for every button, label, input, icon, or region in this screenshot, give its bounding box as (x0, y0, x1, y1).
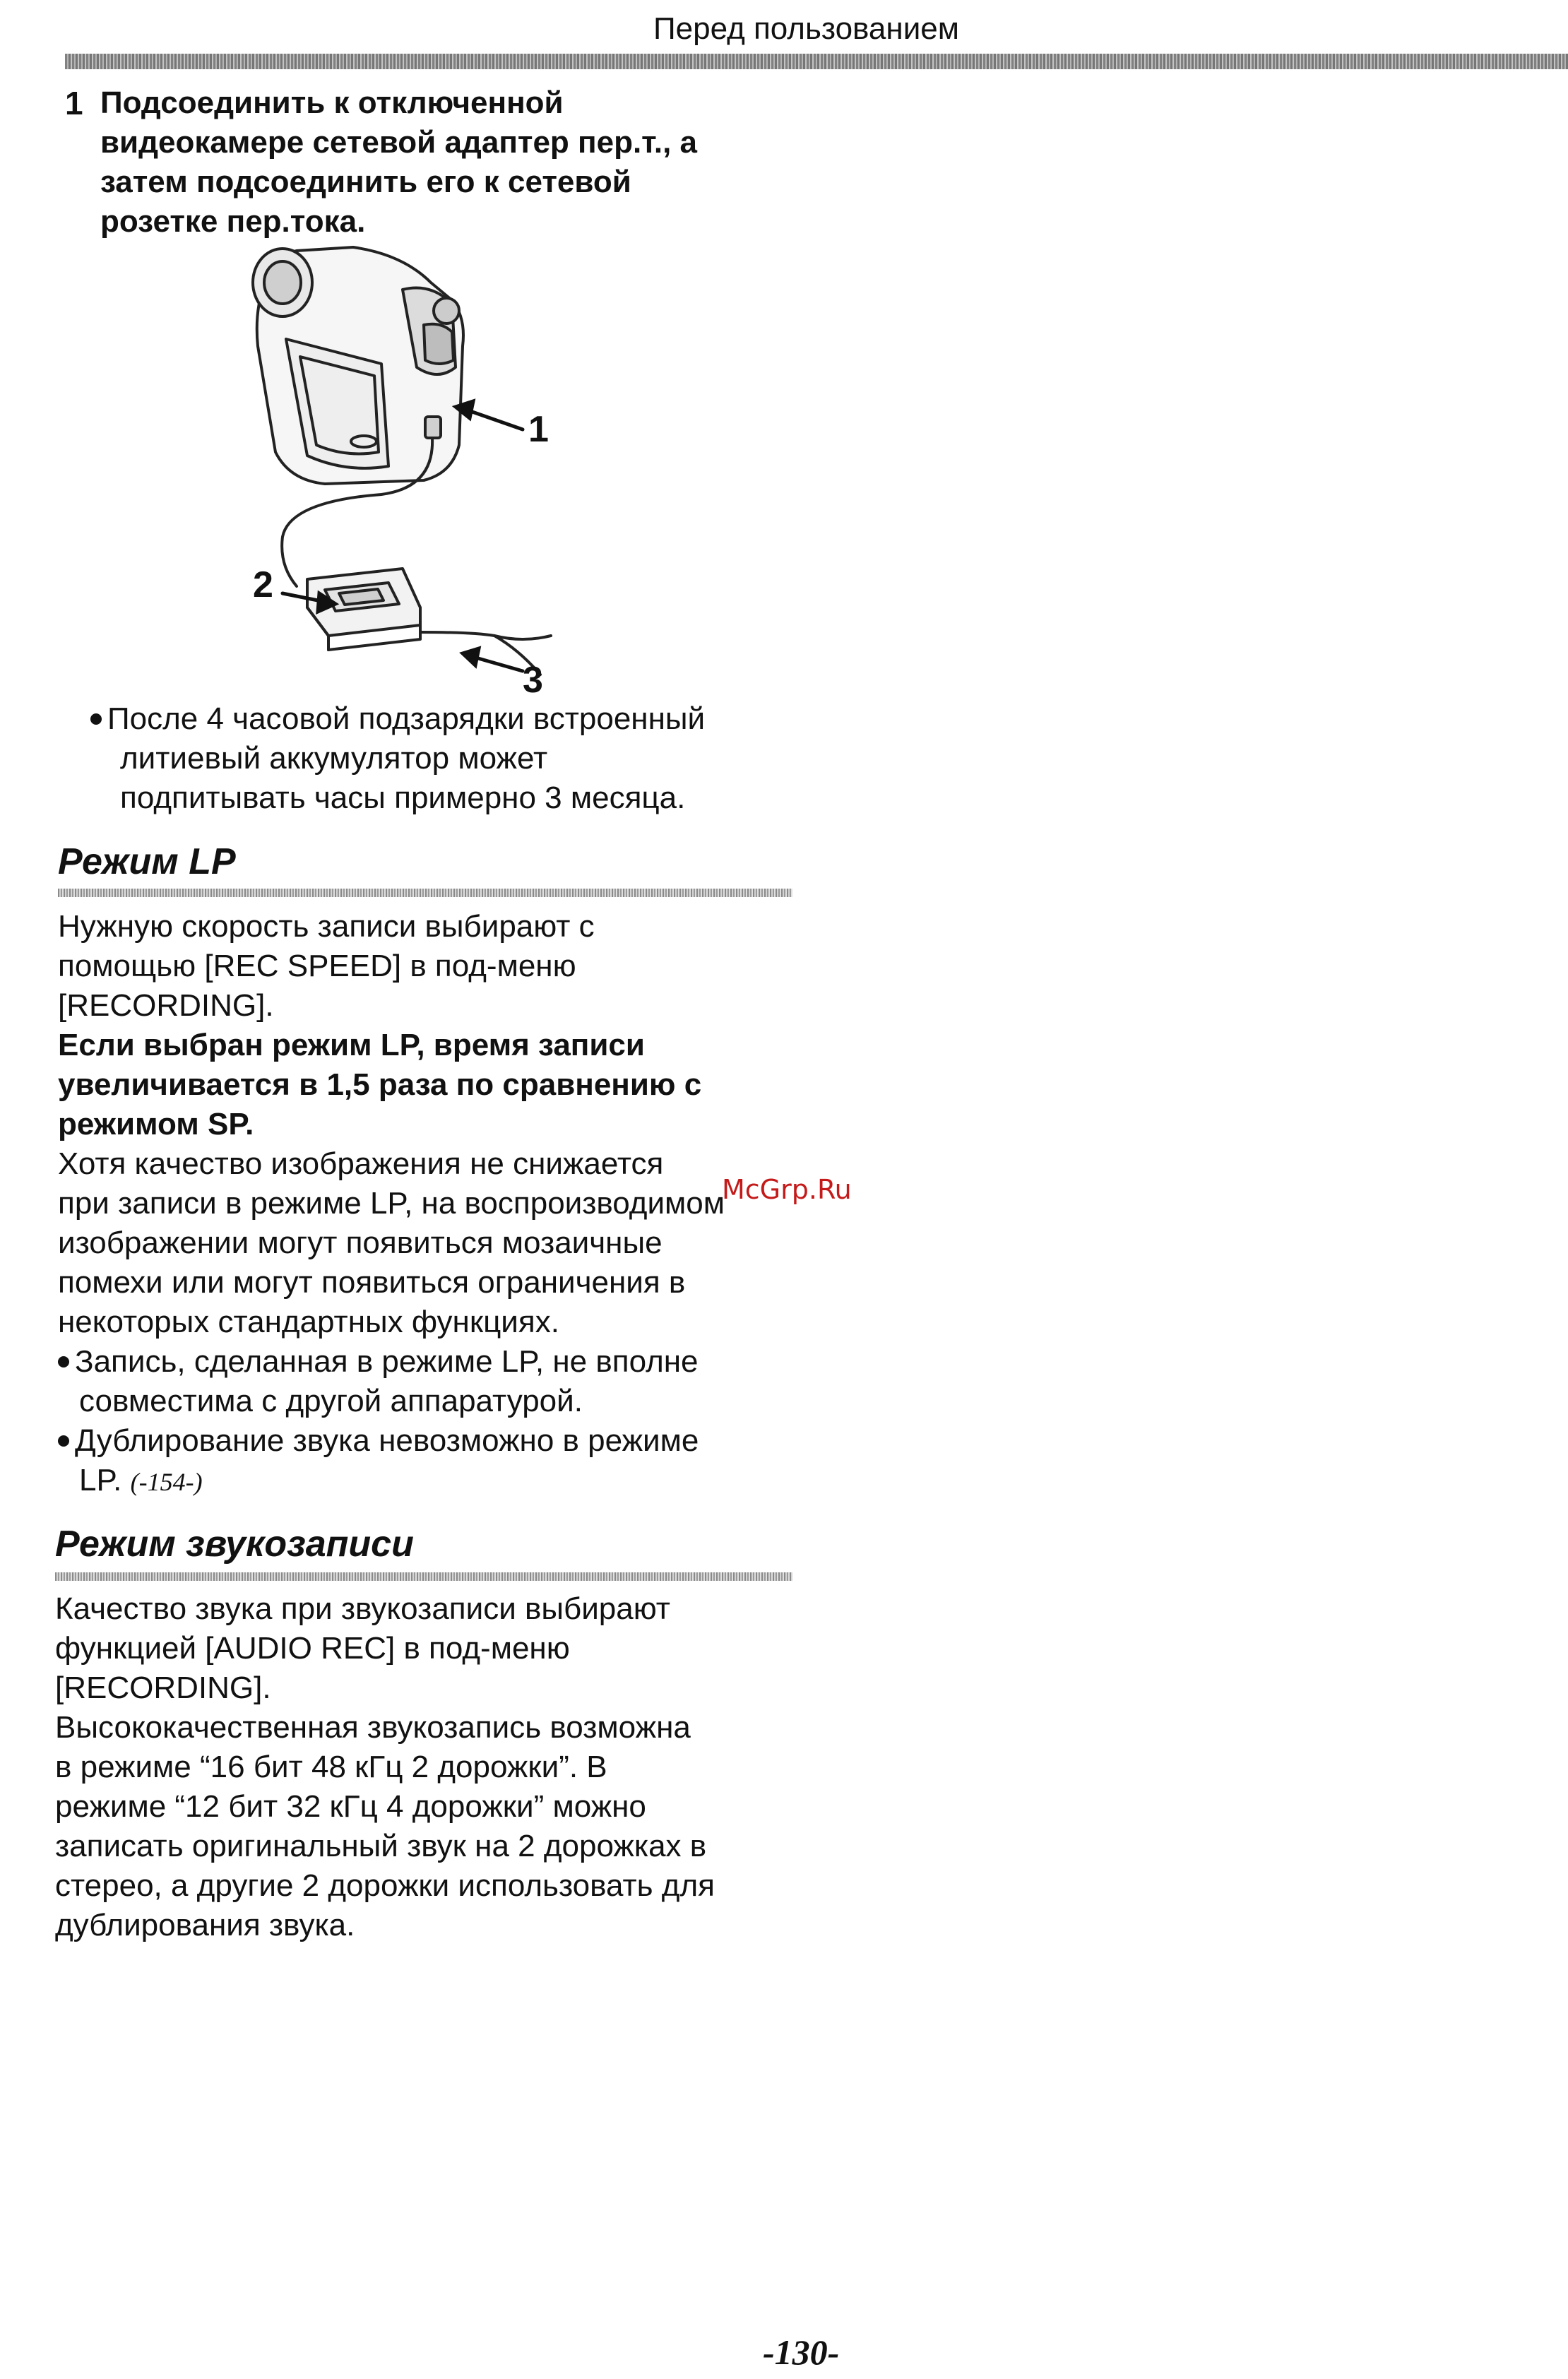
text-line: [RECORDING]. (58, 988, 274, 1023)
step-number: 1 (65, 85, 83, 121)
section-title-audio: Режим звукозаписи (55, 1524, 414, 1565)
note-bullet (90, 699, 705, 739)
text-line: Нужную скорость записи выбирают с (58, 909, 595, 944)
text-line: стерео, а другие 2 дорожки использовать для (55, 1868, 715, 1903)
text-line: функцией [AUDIO REC] в под-меню (55, 1631, 570, 1666)
note-line: После 4 часовой подзарядки встроенный (107, 701, 706, 736)
step-line: видеокамере сетевой адаптер пер.т., а (100, 125, 698, 160)
page-header-title: Перед пользованием (653, 11, 959, 46)
text-line: дублирования звука. (55, 1908, 355, 1942)
lp-intro (58, 907, 595, 1026)
text-line: LP. (79, 1463, 122, 1497)
note-line: подпитывать часы примерно 3 месяца. (120, 781, 686, 815)
text-line: при записи в режиме LP, на воспроизводимом (58, 1186, 725, 1221)
camcorder-adapter-illustration (240, 240, 565, 699)
watermark: McGrp.Ru (722, 1174, 852, 1205)
text-line: Хотя качество изображения не снижается (58, 1146, 664, 1181)
callout-2: 2 (253, 564, 273, 605)
lp-bold-note (58, 1026, 701, 1144)
text-line: Высококачественная звукозапись возможна (55, 1710, 691, 1745)
header-rule (65, 54, 1568, 69)
page-reference-link[interactable]: (-154-) (130, 1468, 203, 1496)
note-line: литиевый аккумулятор может (120, 741, 548, 776)
text-line: помощью [REC SPEED] в под-меню (58, 949, 576, 983)
lp-body (58, 1144, 725, 1342)
step-line: розетке пер.тока. (100, 204, 366, 239)
bullet-icon (58, 1356, 69, 1368)
text-line: режимом SP. (58, 1107, 254, 1141)
lp-bullet-2-end (79, 1461, 203, 1502)
step-instruction (100, 83, 778, 242)
bullet-icon (58, 1435, 69, 1447)
text-line: некоторых стандартных функциях. (58, 1305, 559, 1339)
text-line: [RECORDING]. (55, 1671, 271, 1705)
section-rule (55, 1572, 792, 1581)
text-line: помехи или могут появиться ограничения в (58, 1265, 686, 1300)
step-line: затем подсоединить его к сетевой (100, 165, 631, 199)
page-number: -130- (763, 2332, 840, 2372)
text-line: режиме “12 бит 32 кГц 4 дорожки” можно (55, 1789, 646, 1824)
callout-3: 3 (523, 660, 543, 699)
text-line: совместима с другой аппаратурой. (79, 1384, 583, 1418)
step-line: Подсоединить к отключенной (100, 85, 564, 120)
lp-bullet-2 (58, 1421, 699, 1461)
bullet-icon (90, 713, 102, 725)
section-rule (58, 889, 792, 897)
section-title-lp: Режим LP (58, 841, 236, 882)
text-line: изображении могут появиться мозаичные (58, 1226, 663, 1260)
callout-1: 1 (528, 409, 549, 450)
text-line: Дублирование звука невозможно в режиме (75, 1423, 699, 1458)
text-line: Качество звука при звукозаписи выбирают (55, 1591, 670, 1626)
lp-bullet-1 (58, 1342, 699, 1382)
text-line: увеличивается в 1,5 раза по сравнению с (58, 1067, 702, 1102)
audio-body (55, 1589, 715, 1945)
text-line: Запись, сделанная в режиме LP, не вполне (75, 1344, 699, 1379)
text-line: Если выбран режим LP, время записи (58, 1028, 645, 1062)
text-line: в режиме “16 бит 48 кГц 2 дорожки”. В (55, 1750, 607, 1784)
text-line: записать оригинальный звук на 2 дорожках в (55, 1829, 707, 1863)
